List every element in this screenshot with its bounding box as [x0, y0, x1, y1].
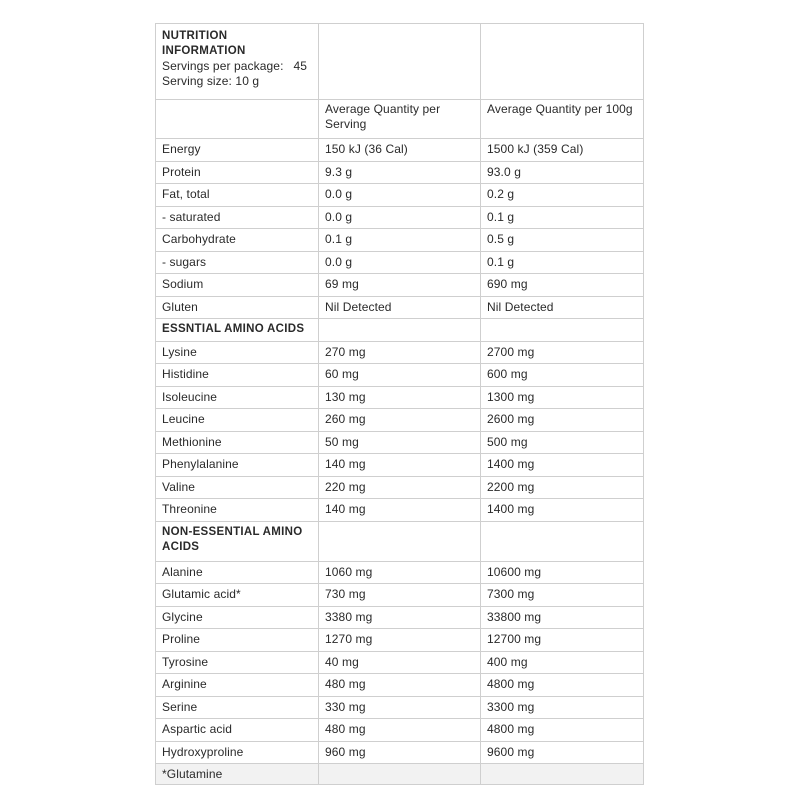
table-title: NUTRITION INFORMATION [162, 30, 246, 57]
value-per-serving: 0.0 g [319, 251, 481, 274]
section-heading: ESSNTIAL AMINO ACIDS [156, 319, 319, 342]
value-per-serving: 960 mg [319, 741, 481, 764]
servings-per-package [162, 59, 312, 74]
nutrient-name: Glutamic acid* [156, 584, 319, 607]
servings-label: Servings per package: [162, 59, 284, 73]
value-per-serving: 130 mg [319, 386, 481, 409]
table-row [156, 251, 644, 274]
table-row [156, 499, 644, 522]
empty-cell [319, 24, 481, 100]
nutrient-name: Leucine [156, 409, 319, 432]
table-row [156, 476, 644, 499]
nutrient-name: Valine [156, 476, 319, 499]
value-per-100g: Nil Detected [481, 296, 644, 319]
value-per-serving: Nil Detected [319, 296, 481, 319]
value-per-serving: 1060 mg [319, 561, 481, 584]
nutrient-name: Sodium [156, 274, 319, 297]
table-row [156, 696, 644, 719]
empty-cell [481, 764, 644, 785]
empty-cell [156, 100, 319, 139]
value-per-serving: 480 mg [319, 674, 481, 697]
nutrient-name: Aspartic acid [156, 719, 319, 742]
value-per-100g: 1500 kJ (359 Cal) [481, 139, 644, 162]
table-row [156, 364, 644, 387]
footnote: *Glutamine [156, 764, 319, 785]
nutrient-name: Energy [156, 139, 319, 162]
value-per-serving: 480 mg [319, 719, 481, 742]
table-row [156, 161, 644, 184]
table-row [156, 674, 644, 697]
value-per-100g: 400 mg [481, 651, 644, 674]
table-row [156, 584, 644, 607]
nutrient-name: Alanine [156, 561, 319, 584]
servings-value: 45 [293, 59, 308, 73]
table-row [156, 651, 644, 674]
table-row [156, 629, 644, 652]
nutrient-name: Tyrosine [156, 651, 319, 674]
table-row [156, 606, 644, 629]
value-per-serving: 0.1 g [319, 229, 481, 252]
value-per-serving: 140 mg [319, 499, 481, 522]
value-per-serving: 0.0 g [319, 184, 481, 207]
nutrient-name: Phenylalanine [156, 454, 319, 477]
nutrient-name: Isoleucine [156, 386, 319, 409]
table-row [156, 139, 644, 162]
nutrient-name: Serine [156, 696, 319, 719]
empty-cell [319, 319, 481, 342]
value-per-100g: 2700 mg [481, 341, 644, 364]
value-per-100g: 500 mg [481, 431, 644, 454]
value-per-serving: 9.3 g [319, 161, 481, 184]
value-per-100g: 0.1 g [481, 206, 644, 229]
nutrient-name: - sugars [156, 251, 319, 274]
table-row [156, 719, 644, 742]
table-row [156, 184, 644, 207]
column-header-per-serving: Average Quantity per Serving [319, 100, 481, 139]
value-per-serving: 150 kJ (36 Cal) [319, 139, 481, 162]
value-per-100g: 3300 mg [481, 696, 644, 719]
section-heading: NON-ESSENTIAL AMINO ACIDS [156, 521, 319, 561]
value-per-100g: 4800 mg [481, 719, 644, 742]
value-per-100g: 12700 mg [481, 629, 644, 652]
nutrition-info-cell [156, 24, 319, 100]
column-header-per-100g: Average Quantity per 100g [481, 100, 644, 139]
nutrient-name: Arginine [156, 674, 319, 697]
table-row [156, 431, 644, 454]
table-row [156, 341, 644, 364]
table-row [156, 229, 644, 252]
value-per-serving: 50 mg [319, 431, 481, 454]
serving-size: Serving size: 10 g [162, 74, 260, 88]
empty-cell [481, 521, 644, 561]
value-per-serving: 69 mg [319, 274, 481, 297]
nutrient-name: Gluten [156, 296, 319, 319]
nutrient-name: Carbohydrate [156, 229, 319, 252]
value-per-100g: 9600 mg [481, 741, 644, 764]
nutrient-name: Protein [156, 161, 319, 184]
value-per-serving: 40 mg [319, 651, 481, 674]
footnote-row [156, 764, 644, 785]
nutrient-name: - saturated [156, 206, 319, 229]
empty-cell [319, 521, 481, 561]
value-per-100g: 33800 mg [481, 606, 644, 629]
value-per-serving: 1270 mg [319, 629, 481, 652]
table-row [156, 454, 644, 477]
value-per-100g: 93.0 g [481, 161, 644, 184]
empty-cell [481, 24, 644, 100]
table-row [156, 296, 644, 319]
table-row [156, 274, 644, 297]
value-per-100g: 1300 mg [481, 386, 644, 409]
nutrient-name: Threonine [156, 499, 319, 522]
value-per-serving: 330 mg [319, 696, 481, 719]
table-row [156, 561, 644, 584]
nutrient-name: Methionine [156, 431, 319, 454]
value-per-100g: 2600 mg [481, 409, 644, 432]
value-per-100g: 1400 mg [481, 454, 644, 477]
table-row [156, 741, 644, 764]
value-per-100g: 10600 mg [481, 561, 644, 584]
value-per-serving: 60 mg [319, 364, 481, 387]
value-per-serving: 270 mg [319, 341, 481, 364]
table-row [156, 409, 644, 432]
essential-amino-acids-heading-row [156, 319, 644, 342]
value-per-100g: 2200 mg [481, 476, 644, 499]
table-row [156, 206, 644, 229]
value-per-serving: 220 mg [319, 476, 481, 499]
nutrition-info-row [156, 24, 644, 100]
non-essential-amino-acids-heading-row [156, 521, 644, 561]
value-per-100g: 4800 mg [481, 674, 644, 697]
value-per-serving: 140 mg [319, 454, 481, 477]
empty-cell [481, 319, 644, 342]
column-header-row [156, 100, 644, 139]
value-per-100g: 690 mg [481, 274, 644, 297]
value-per-100g: 7300 mg [481, 584, 644, 607]
nutrient-name: Proline [156, 629, 319, 652]
value-per-100g: 0.5 g [481, 229, 644, 252]
value-per-100g: 1400 mg [481, 499, 644, 522]
nutrient-name: Glycine [156, 606, 319, 629]
value-per-serving: 0.0 g [319, 206, 481, 229]
nutrient-name: Histidine [156, 364, 319, 387]
value-per-100g: 0.1 g [481, 251, 644, 274]
value-per-serving: 3380 mg [319, 606, 481, 629]
nutrient-name: Hydroxyproline [156, 741, 319, 764]
value-per-100g: 0.2 g [481, 184, 644, 207]
value-per-100g: 600 mg [481, 364, 644, 387]
value-per-serving: 730 mg [319, 584, 481, 607]
value-per-serving: 260 mg [319, 409, 481, 432]
nutrient-name: Fat, total [156, 184, 319, 207]
table-row [156, 386, 644, 409]
nutrient-name: Lysine [156, 341, 319, 364]
empty-cell [319, 764, 481, 785]
nutrition-table [155, 23, 644, 785]
